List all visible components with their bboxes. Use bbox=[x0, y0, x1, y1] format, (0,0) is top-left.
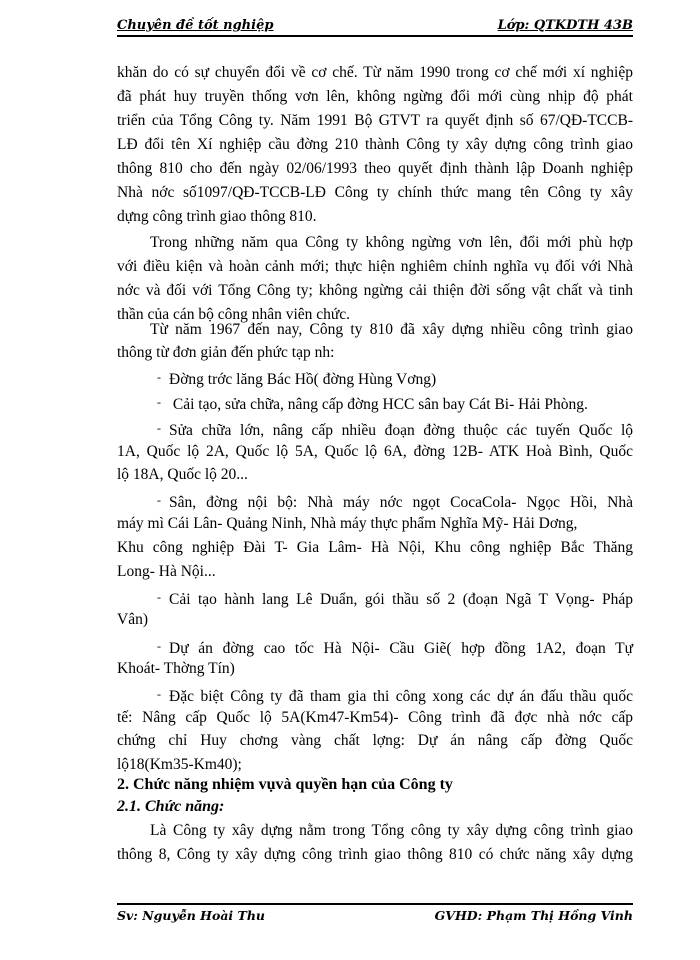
page-footer bbox=[117, 903, 633, 927]
text-line: Vân) bbox=[117, 611, 148, 628]
list-item-text: Đờng trớc lăng Bác Hồ( đờng Hùng Vơng) bbox=[169, 371, 437, 388]
page-header bbox=[117, 13, 633, 37]
text-line: với điều kiện và hoàn cảnh mới; thực hiện nghiêm chỉnh nghĩa vụ đối với Nhà bbox=[117, 258, 633, 275]
text-line: máy mì Cái Lân- Quảng Ninh, Nhà máy thực phẩm Nghĩa Mỹ- Hải Dơng, bbox=[117, 515, 578, 532]
text-line: lộ18(Km35-Km40); bbox=[117, 756, 242, 773]
list-item-text: Cải tạo, sửa chữa, nâng cấp đờng HCC sân bay Cát Bi- Hải Phòng. bbox=[172, 396, 588, 413]
text-line: Nhà nớc số1097/QĐ-TCCB-LĐ Công ty chính thức mang tên Công ty xây bbox=[117, 184, 633, 201]
text-line: tế: Nâng cấp Quốc lộ 5A(Km47-Km54)- Công trình đã đợc nhà nớc cấp bbox=[117, 709, 633, 726]
text-line: triển của Tổng Công ty. Năm 1991 Bộ GTVT ra quyết định số 67/QĐ-TCCB- bbox=[117, 112, 633, 129]
bullet-marker: - bbox=[157, 421, 161, 435]
header-title: Chuyên đề tốt nghiệp bbox=[117, 18, 274, 33]
text-line: Là Công ty xây dựng nằm trong Tổng công ty xây dựng công trình giao bbox=[150, 822, 633, 839]
list-item-text: Cải tạo hành lang Lê Duẩn, gói thầu số 2 (đoạn Ngã T Vọng- Pháp bbox=[169, 591, 633, 608]
text-line: 1A, Quốc lộ 2A, Quốc lộ 5A, Quốc lộ 6A, đờng 12B- ATK Hoà Bình, Quốc bbox=[117, 443, 633, 460]
footer-advisor: GVHD: Phạm Thị Hồng Vinh bbox=[434, 908, 633, 923]
text-line: lộ 18A, Quốc lộ 20... bbox=[117, 466, 248, 483]
list-item bbox=[157, 684, 633, 707]
list-item-text: Đặc biệt Công ty đã tham gia thi công xong các dự án đấu thầu quốc bbox=[169, 688, 633, 705]
bullet-marker: - bbox=[157, 493, 161, 507]
text-line: Khu công nghiệp Đài T- Gia Lâm- Hà Nội, Khu công nghiệp Bắc Thăng bbox=[117, 539, 633, 556]
list-item bbox=[157, 636, 633, 659]
text-line: khăn do có sự chuyển đổi về cơ chế. Từ năm 1990 trong cơ chế mới xí nghiệp bbox=[117, 64, 633, 81]
text-line: Trong những năm qua Công ty không ngừng vơn lên, đổi mới phù hợp bbox=[150, 234, 633, 251]
bullet-marker: - bbox=[157, 395, 161, 409]
text-line: chứng chỉ Huy chơng vàng chất lợng: Dự án nâng cấp đờng Quốc bbox=[117, 732, 633, 749]
text-line: LĐ đổi tên Xí nghiệp cầu đờng 210 thành Công ty xây dựng công trình giao bbox=[117, 136, 633, 153]
bullet-marker: - bbox=[157, 687, 161, 701]
list-item bbox=[157, 587, 633, 610]
footer-student: Sv: Nguyễn Hoài Thu bbox=[117, 908, 265, 923]
list-item-text: Sửa chữa lớn, nâng cấp nhiều đoạn đờng thuộc các tuyến Quốc lộ bbox=[169, 422, 633, 439]
list-item bbox=[157, 367, 633, 390]
bullet-marker: - bbox=[157, 370, 161, 384]
text-line: Long- Hà Nội... bbox=[117, 563, 216, 580]
text-line: Khoát- Thờng Tín) bbox=[117, 660, 235, 677]
text-line: đã phát huy truyền thống vơn lên, không ngừng đổi mới cùng nhịp độ phát bbox=[117, 88, 633, 105]
section-heading: 2. Chức năng nhiệm vụvà quyền hạn của Công ty bbox=[117, 776, 453, 793]
text-line: nớc và đối với Tổng Công ty; không ngừng cải thiện đời sống vật chất và tinh bbox=[117, 282, 633, 299]
text-line: thần của cán bộ công nhân viên chức. bbox=[117, 306, 351, 323]
list-item-text: Sân, đờng nội bộ: Nhà máy nớc ngọt CocaCola- Ngọc Hồi, Nhà bbox=[169, 494, 633, 511]
text-line: thông từ đơn giản đến phức tạp nh: bbox=[117, 344, 335, 361]
list-item-text: Dự án đờng cao tốc Hà Nội- Cầu Giẽ( hợp đồng 1A2, đoạn Tự bbox=[169, 640, 633, 657]
text-line: thông 8, Công ty xây dựng công trình giao thông 810 có chức năng xây dựng bbox=[117, 846, 633, 863]
list-item bbox=[157, 490, 633, 513]
text-line: dựng công trình giao thông 810. bbox=[117, 208, 317, 225]
header-class: Lớp: QTKDTH 43B bbox=[497, 18, 633, 33]
text-line: Từ năm 1967 đến nay, Công ty 810 đã xây dựng nhiều công trình giao bbox=[150, 321, 633, 338]
list-item bbox=[157, 418, 633, 441]
list-item bbox=[157, 392, 633, 415]
bullet-marker: - bbox=[157, 639, 161, 653]
text-line: thông 810 cho đến ngày 02/06/1993 theo quyết định thành lập Doanh nghiệp bbox=[117, 160, 633, 177]
bullet-marker: - bbox=[157, 590, 161, 604]
subsection-heading: 2.1. Chức năng: bbox=[117, 798, 225, 815]
